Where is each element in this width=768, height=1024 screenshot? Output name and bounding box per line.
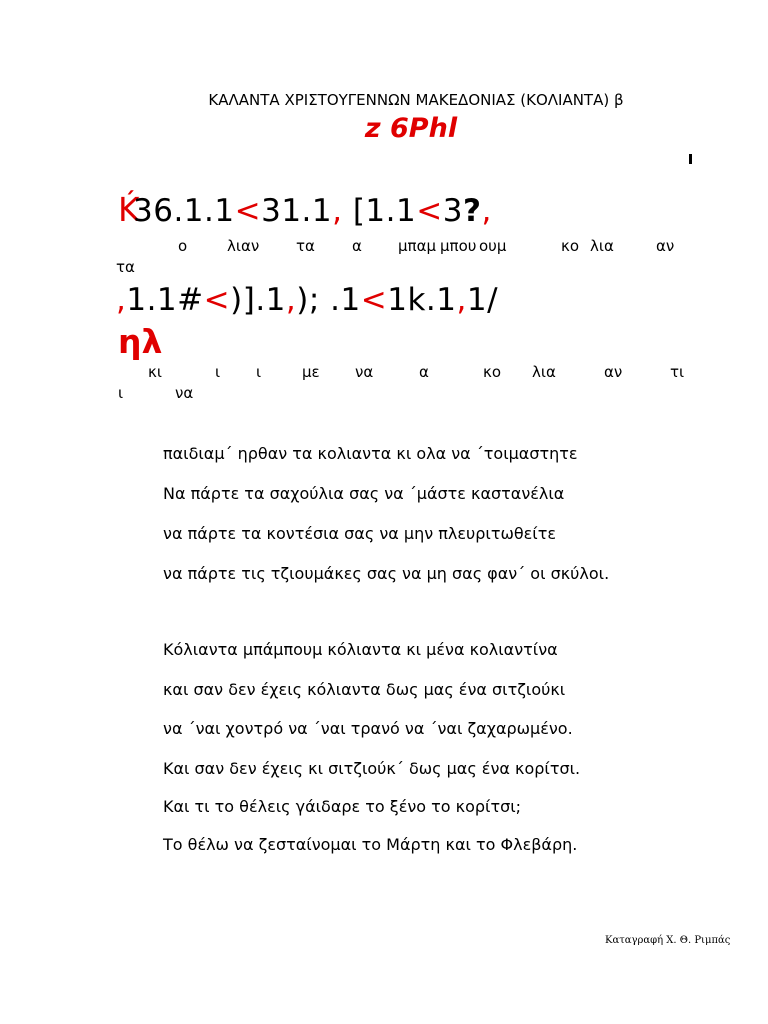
notation-symbol: , — [456, 282, 467, 318]
verse-line: Το θέλω να ζεσταίνομαι το Μάρτη και το Φλεβάρη. — [163, 835, 578, 854]
page-title: ΚΑΛΑΝΤΑ ΧΡΙΣΤΟΥΓΕΝΝΩΝ ΜΑΚΕΔΟΝΙΑΣ (ΚΟΛΙΑΝΤΑ) β — [208, 91, 624, 109]
lyric-syllable: λια — [590, 237, 614, 255]
notation-segment: [1.1 — [342, 193, 417, 229]
notation-segment: ); .1 — [296, 282, 361, 318]
verse-line: Να πάρτε τα σαχούλια σας να ΄μάστε καστανέλια — [163, 484, 565, 503]
lyrics-line-1 — [0, 237, 768, 257]
lyric-syllable: ι — [256, 363, 262, 381]
notation-segment: 1k.1 — [387, 282, 457, 318]
lyric-syllable: ο — [178, 237, 188, 255]
verse-line: να πάρτε τα κοντέσια σας να μην πλευριτωθείτε — [163, 524, 556, 543]
notation-line-2 — [116, 282, 498, 318]
tick-mark — [689, 154, 692, 164]
notation-symbol: , — [285, 282, 297, 318]
notation-symbol: , — [332, 193, 343, 229]
lyric-syllable: να — [175, 384, 194, 402]
lyric-syllable: τα — [116, 258, 135, 276]
score-key-heading: z 6Phl — [364, 113, 458, 144]
notation-symbol: , — [481, 193, 492, 229]
lyric-syllable: μπαμ — [398, 237, 437, 255]
lyric-syllable: ι — [118, 384, 124, 402]
lyric-syllable: λιαν — [227, 237, 260, 255]
lyric-syllable: ι — [215, 363, 221, 381]
notation-line1-lead: Ḱ — [118, 190, 140, 229]
lyric-syllable: με — [302, 363, 320, 381]
lyric-syllable: κο — [483, 363, 502, 381]
lyric-syllable: μπου — [440, 237, 477, 255]
notation-segment: 36.1.1 — [133, 193, 235, 229]
verse-line: Και τι το θέλεις γάιδαρε το ξένο το κορίτσι; — [163, 797, 522, 816]
notation-segment: )].1 — [230, 282, 286, 318]
notation-symbol: < — [234, 193, 262, 229]
notation-line-1 — [133, 193, 492, 229]
lyric-syllable: α — [419, 363, 429, 381]
lyrics-line-2 — [0, 363, 768, 383]
lyric-syllable: τα — [296, 237, 315, 255]
verse-line: Κόλιαντα μπάμπουμ κόλιαντα κι μένα κολιαντίνα — [163, 640, 558, 659]
lyrics-line-2-wrap — [0, 384, 768, 404]
notation-symbol: < — [360, 282, 388, 318]
lyric-syllable: να — [355, 363, 374, 381]
notation-segment: 1.1# — [126, 282, 204, 318]
lyric-syllable: α — [352, 237, 362, 255]
verse-line: και σαν δεν έχεις κόλιαντα δως μας ένα σιτζιούκι — [163, 680, 566, 699]
notation-segment: 31.1 — [261, 193, 333, 229]
lyric-syllable: ουμ — [479, 237, 507, 255]
lyric-syllable: κο — [561, 237, 580, 255]
verse-line: παιδιαμ΄ ηρθαν τα κολιαντα κι ολα να ΄τοιμαστητε — [163, 444, 578, 463]
verse-line: να ΄ναι χοντρό να ΄ναι τρανό να ΄ναι ζαχαρωμένο. — [163, 719, 573, 738]
notation-eta-mark: ηλ — [118, 322, 163, 361]
notation-segment: ? — [462, 193, 482, 229]
notation-symbol: < — [416, 193, 443, 229]
lyric-syllable: αν — [604, 363, 623, 381]
notation-segment: 3 — [442, 193, 463, 229]
notation-symbol: , — [116, 282, 127, 318]
credit-line: Καταγραφή Χ. Θ. Ριμπάς — [605, 935, 731, 946]
lyric-syllable: κι — [148, 363, 162, 381]
verse-line: Και σαν δεν έχεις κι σιτζιούκ΄ δως μας ένα κορίτσι. — [163, 759, 581, 778]
notation-segment: 1/ — [466, 282, 499, 318]
lyric-syllable: λια — [532, 363, 556, 381]
lyric-syllable: αν — [656, 237, 675, 255]
verse-line: να πάρτε τις τζιουμάκες σας να μη σας φαν΄ οι σκύλοι. — [163, 564, 610, 583]
notation-symbol: < — [203, 282, 231, 318]
lyric-syllable: τι — [670, 363, 685, 381]
